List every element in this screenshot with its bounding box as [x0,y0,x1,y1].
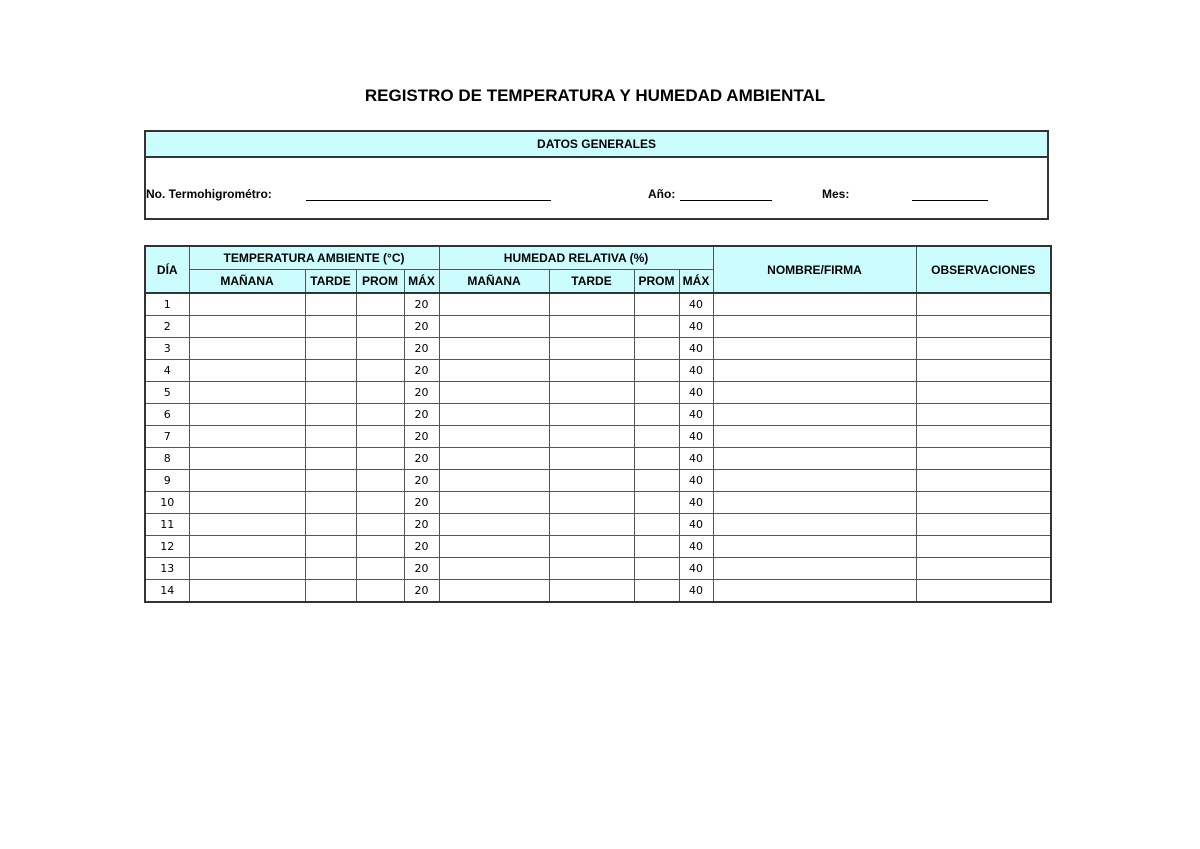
table-row [145,492,1051,514]
day-cell: 6 [145,404,189,426]
observaciones-cell[interactable] [916,514,1051,536]
nombre-firma-cell[interactable] [713,293,916,316]
temp-prom-cell[interactable] [356,382,404,404]
temp-max-cell: 20 [404,558,439,580]
temp-max-cell: 20 [404,492,439,514]
hum-manana-cell[interactable] [439,316,549,338]
nombre-firma-cell[interactable] [713,492,916,514]
hum-tarde-cell[interactable] [549,360,634,382]
nombre-firma-cell[interactable] [713,448,916,470]
hum-manana-cell[interactable] [439,448,549,470]
nombre-firma-cell[interactable] [713,426,916,448]
hum-prom-cell[interactable] [634,404,679,426]
hum-tarde-cell[interactable] [549,293,634,316]
temp-tarde-cell[interactable] [305,536,356,558]
col-temp-max: MÁX [404,270,439,294]
observaciones-cell[interactable] [916,338,1051,360]
temp-manana-cell[interactable] [189,448,305,470]
mes-field[interactable] [912,200,988,201]
day-cell: 3 [145,338,189,360]
hum-manana-cell[interactable] [439,404,549,426]
day-cell: 11 [145,514,189,536]
table-row [145,470,1051,492]
hum-max-cell: 40 [679,316,713,338]
hum-prom-cell[interactable] [634,293,679,316]
hum-prom-cell[interactable] [634,316,679,338]
col-nombre-firma: NOMBRE/FIRMA [713,246,916,293]
col-dia: DÍA [145,246,189,293]
temp-manana-cell[interactable] [189,360,305,382]
temp-max-cell: 20 [404,514,439,536]
table-row [145,448,1051,470]
col-hum-max: MÁX [679,270,713,294]
nombre-firma-cell[interactable] [713,558,916,580]
temp-tarde-cell[interactable] [305,470,356,492]
table-row [145,580,1051,603]
temp-max-cell: 20 [404,536,439,558]
temp-tarde-cell[interactable] [305,580,356,603]
temp-prom-cell[interactable] [356,492,404,514]
day-cell: 8 [145,448,189,470]
hum-max-cell: 40 [679,514,713,536]
mes-label: Mes: [822,187,850,201]
temp-manana-cell[interactable] [189,426,305,448]
col-hum-group: HUMEDAD RELATIVA (%) [439,246,713,270]
temp-max-cell: 20 [404,360,439,382]
hum-tarde-cell[interactable] [549,470,634,492]
temp-max-cell: 20 [404,382,439,404]
nombre-firma-cell[interactable] [713,338,916,360]
day-cell: 9 [145,470,189,492]
temp-prom-cell[interactable] [356,514,404,536]
hum-max-cell: 40 [679,382,713,404]
observaciones-cell[interactable] [916,293,1051,316]
temp-manana-cell[interactable] [189,470,305,492]
hum-prom-cell[interactable] [634,338,679,360]
nombre-firma-cell[interactable] [713,470,916,492]
col-hum-tarde: TARDE [549,270,634,294]
observaciones-cell[interactable] [916,382,1051,404]
temp-prom-cell[interactable] [356,293,404,316]
temp-tarde-cell[interactable] [305,558,356,580]
table-row [145,426,1051,448]
nombre-firma-cell[interactable] [713,382,916,404]
table-row [145,338,1051,360]
nombre-firma-cell[interactable] [713,514,916,536]
hum-manana-cell[interactable] [439,360,549,382]
temp-max-cell: 20 [404,580,439,603]
observaciones-cell[interactable] [916,580,1051,603]
hum-prom-cell[interactable] [634,514,679,536]
hum-tarde-cell[interactable] [549,382,634,404]
hum-prom-cell[interactable] [634,448,679,470]
col-temp-prom: PROM [356,270,404,294]
general-data-section [144,130,1049,220]
day-cell: 12 [145,536,189,558]
hum-prom-cell[interactable] [634,492,679,514]
temp-max-cell: 20 [404,404,439,426]
table-row [145,558,1051,580]
hum-max-cell: 40 [679,360,713,382]
table-row [145,316,1051,338]
day-cell: 5 [145,382,189,404]
temp-prom-cell[interactable] [356,338,404,360]
temp-prom-cell[interactable] [356,536,404,558]
table-row [145,360,1051,382]
hum-tarde-cell[interactable] [549,492,634,514]
temp-manana-cell[interactable] [189,382,305,404]
day-cell: 10 [145,492,189,514]
temp-max-cell: 20 [404,470,439,492]
temp-prom-cell[interactable] [356,470,404,492]
observaciones-cell[interactable] [916,316,1051,338]
hum-max-cell: 40 [679,558,713,580]
col-observaciones: OBSERVACIONES [916,246,1051,293]
hum-tarde-cell[interactable] [549,316,634,338]
table-row [145,404,1051,426]
day-cell: 13 [145,558,189,580]
general-data-header: DATOS GENERALES [146,132,1047,158]
temp-tarde-cell[interactable] [305,448,356,470]
temp-prom-cell[interactable] [356,426,404,448]
hum-manana-cell[interactable] [439,536,549,558]
temp-manana-cell[interactable] [189,580,305,603]
nombre-firma-cell[interactable] [713,404,916,426]
day-cell: 1 [145,293,189,316]
hum-max-cell: 40 [679,492,713,514]
log-table [144,245,1052,603]
temp-tarde-cell[interactable] [305,514,356,536]
hum-prom-cell[interactable] [634,580,679,603]
temp-manana-cell[interactable] [189,293,305,316]
temp-tarde-cell[interactable] [305,426,356,448]
hum-max-cell: 40 [679,536,713,558]
temp-prom-cell[interactable] [356,404,404,426]
hum-max-cell: 40 [679,404,713,426]
temp-manana-cell[interactable] [189,492,305,514]
temp-tarde-cell[interactable] [305,293,356,316]
col-temp-group: TEMPERATURA AMBIENTE (°C) [189,246,439,270]
anio-field[interactable] [680,200,772,201]
hum-manana-cell[interactable] [439,514,549,536]
hum-tarde-cell[interactable] [549,536,634,558]
page-title: REGISTRO DE TEMPERATURA Y HUMEDAD AMBIENTAL [364,86,826,105]
day-cell: 2 [145,316,189,338]
temp-tarde-cell[interactable] [305,492,356,514]
hum-manana-cell[interactable] [439,492,549,514]
table-row [145,293,1051,316]
hum-manana-cell[interactable] [439,382,549,404]
observaciones-cell[interactable] [916,426,1051,448]
hum-max-cell: 40 [679,293,713,316]
hum-prom-cell[interactable] [634,426,679,448]
hum-max-cell: 40 [679,426,713,448]
temp-prom-cell[interactable] [356,448,404,470]
hum-tarde-cell[interactable] [549,404,634,426]
temp-manana-cell[interactable] [189,558,305,580]
observaciones-cell[interactable] [916,470,1051,492]
temp-manana-cell[interactable] [189,514,305,536]
anio-label: Año: [648,187,676,201]
temp-tarde-cell[interactable] [305,360,356,382]
temp-prom-cell[interactable] [356,580,404,603]
hum-manana-cell[interactable] [439,580,549,603]
col-temp-tarde: TARDE [305,270,356,294]
hum-prom-cell[interactable] [634,558,679,580]
hum-max-cell: 40 [679,470,713,492]
hum-manana-cell[interactable] [439,338,549,360]
temp-manana-cell[interactable] [189,404,305,426]
temp-prom-cell[interactable] [356,558,404,580]
col-temp-manana: MAÑANA [189,270,305,294]
observaciones-cell[interactable] [916,492,1051,514]
hum-tarde-cell[interactable] [549,558,634,580]
hum-prom-cell[interactable] [634,470,679,492]
nombre-firma-cell[interactable] [713,580,916,603]
temp-max-cell: 20 [404,448,439,470]
col-hum-manana: MAÑANA [439,270,549,294]
nombre-firma-cell[interactable] [713,536,916,558]
temp-prom-cell[interactable] [356,360,404,382]
col-hum-prom: PROM [634,270,679,294]
hum-tarde-cell[interactable] [549,580,634,603]
nombre-firma-cell[interactable] [713,360,916,382]
termohigrometro-label: No. Termohigrométro: [146,187,272,201]
hum-tarde-cell[interactable] [549,448,634,470]
hum-prom-cell[interactable] [634,536,679,558]
temp-max-cell: 20 [404,293,439,316]
hum-tarde-cell[interactable] [549,338,634,360]
hum-tarde-cell[interactable] [549,514,634,536]
hum-max-cell: 40 [679,338,713,360]
table-row [145,536,1051,558]
observaciones-cell[interactable] [916,536,1051,558]
temp-max-cell: 20 [404,316,439,338]
table-row [145,382,1051,404]
hum-tarde-cell[interactable] [549,426,634,448]
temp-tarde-cell[interactable] [305,338,356,360]
temp-max-cell: 20 [404,426,439,448]
temp-prom-cell[interactable] [356,316,404,338]
temp-manana-cell[interactable] [189,316,305,338]
hum-manana-cell[interactable] [439,558,549,580]
temp-tarde-cell[interactable] [305,316,356,338]
hum-prom-cell[interactable] [634,360,679,382]
termohigrometro-field[interactable] [306,200,551,201]
table-row [145,514,1051,536]
temp-manana-cell[interactable] [189,338,305,360]
observaciones-cell[interactable] [916,448,1051,470]
day-cell: 14 [145,580,189,603]
hum-manana-cell[interactable] [439,426,549,448]
temp-tarde-cell[interactable] [305,404,356,426]
temp-manana-cell[interactable] [189,536,305,558]
log-table-body [145,293,1051,602]
hum-manana-cell[interactable] [439,293,549,316]
observaciones-cell[interactable] [916,558,1051,580]
day-cell: 4 [145,360,189,382]
hum-manana-cell[interactable] [439,470,549,492]
hum-max-cell: 40 [679,580,713,603]
hum-max-cell: 40 [679,448,713,470]
day-cell: 7 [145,426,189,448]
observaciones-cell[interactable] [916,404,1051,426]
observaciones-cell[interactable] [916,360,1051,382]
hum-prom-cell[interactable] [634,382,679,404]
temp-max-cell: 20 [404,338,439,360]
temp-tarde-cell[interactable] [305,382,356,404]
nombre-firma-cell[interactable] [713,316,916,338]
